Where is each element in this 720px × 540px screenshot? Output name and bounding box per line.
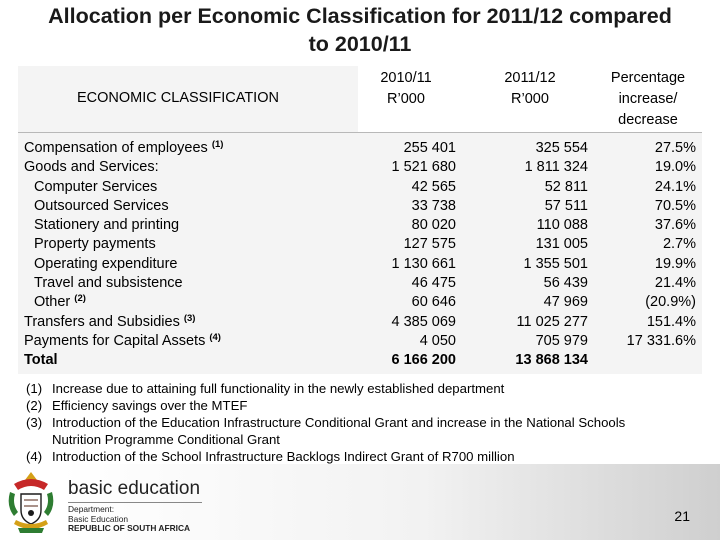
value-2011-12: 13 868 134 [515, 352, 588, 369]
footnote [26, 397, 625, 414]
footnote-number: (1) [26, 381, 43, 396]
header-2011-12-unit: R’000 [511, 91, 549, 107]
value-percentage: (20.9%) [645, 294, 696, 311]
header-percentage-line-2: increase/ [618, 91, 678, 107]
header-percentage-line-3: decrease [618, 112, 678, 128]
footnote-number: (3) [26, 415, 43, 430]
footnote-ref: (1) [211, 139, 224, 150]
row-label: Compensation of employees [24, 140, 208, 156]
row-label-wrap [24, 293, 223, 312]
footnote-text: Nutrition Programme Conditional Grant [52, 432, 280, 447]
value-2011-12: 11 025 277 [516, 313, 588, 330]
footnote-ref: (4) [209, 331, 221, 343]
classification-column [24, 139, 223, 371]
department-block [68, 505, 190, 534]
value-2011-12: 110 088 [536, 217, 588, 234]
value-percentage: 27.5% [654, 140, 696, 156]
footnote [26, 414, 625, 431]
footnote-text: Increase due to attaining full functionality in the newly established department [52, 381, 505, 396]
footnote-ref: (3) [183, 312, 196, 324]
value-2011-12: 131 005 [535, 236, 588, 253]
allocation-table [18, 66, 702, 374]
value-2011-12: 57 511 [544, 197, 588, 214]
footnote-number: (4) [26, 449, 43, 464]
value-2010-11: 46 475 [411, 275, 456, 292]
value-percentage: 70.5% [654, 197, 696, 214]
value-2010-11: 1 130 661 [391, 255, 456, 272]
value-2010-11: 60 646 [411, 294, 456, 311]
header-percentage-line-1: Percentage [610, 70, 686, 86]
slide-title-line-1: Allocation per Economic Classification for 2011/12 compared [48, 4, 672, 28]
value-2010-11: 4 050 [419, 332, 456, 349]
footnote-text: Efficiency savings over the MTEF [52, 398, 248, 413]
row-label-wrap [24, 313, 223, 332]
value-percentage: 17 331.6% [626, 332, 696, 349]
row-label: Property payments [34, 236, 156, 253]
footnote-ref: (2) [74, 293, 86, 305]
value-2010-11: 80 020 [411, 217, 456, 234]
footnote [26, 431, 625, 448]
value-2010-11: 42 565 [411, 178, 456, 195]
dept-label: Department: [68, 504, 115, 514]
value-2011-12: 47 969 [543, 294, 588, 311]
value-2011-12: 52 811 [544, 178, 588, 195]
header-2011-12-year: 2011/12 [504, 70, 556, 86]
value-2011-12: 1 811 324 [524, 159, 588, 176]
value-2010-11: 6 166 200 [391, 352, 456, 369]
coat-of-arms-icon [4, 470, 58, 536]
row-label-wrap [24, 332, 223, 351]
row-label-wrap [24, 139, 223, 158]
value-2010-11: 4 385 069 [391, 313, 456, 330]
value-percentage: 2.7% [662, 236, 696, 253]
footnote-text: Introduction of the Education Infrastructure Conditional Grant and increase in the National Schools [52, 415, 626, 430]
column-2011-12 [484, 139, 588, 371]
page-number: 21 [674, 508, 690, 524]
value-percentage: 151.4% [646, 313, 696, 330]
row-label: Transfers and Subsidies [24, 313, 180, 330]
dept-name: Basic Education [68, 513, 129, 524]
header-2010-11 [358, 68, 454, 110]
column-percentage [598, 139, 696, 371]
row-label: Stationery and printing [34, 217, 180, 234]
row-label: Payments for Capital Assets [24, 332, 206, 349]
brand-name: basic education [68, 478, 201, 499]
value-percentage: 37.6% [654, 217, 696, 234]
row-label: Goods and Services: [24, 159, 159, 176]
slide-title-line-2: to 2010/11 [308, 32, 412, 56]
header-divider [18, 132, 702, 133]
slide-title [0, 2, 720, 58]
row-label: Total [24, 352, 58, 369]
value-percentage: 19.0% [654, 159, 696, 176]
footnote [26, 448, 625, 465]
row-label: Operating expenditure [34, 255, 178, 272]
value-2011-12: 1 355 501 [523, 255, 588, 272]
row-label: Computer Services [34, 178, 158, 195]
value-percentage: 24.1% [654, 178, 696, 195]
value-percentage [598, 351, 696, 370]
value-2010-11: 127 575 [403, 236, 456, 253]
row-label: Other [34, 294, 71, 311]
value-2011-12: 325 554 [535, 140, 588, 156]
row-label: Outsourced Services [34, 197, 169, 214]
country-name: REPUBLIC OF SOUTH AFRICA [68, 523, 191, 534]
footnote [26, 380, 625, 397]
header-2010-11-unit: R’000 [387, 91, 425, 107]
value-2010-11: 1 521 680 [391, 159, 456, 176]
header-2010-11-year: 2010/11 [380, 70, 432, 86]
value-2010-11: 255 401 [403, 140, 456, 156]
footnotes [26, 380, 625, 465]
value-2011-12: 56 439 [543, 275, 588, 292]
header-percentage [594, 68, 702, 131]
header-classification: ECONOMIC CLASSIFICATION [77, 90, 279, 106]
header-2011-12 [482, 68, 578, 110]
row-label: Travel and subsistence [34, 275, 183, 292]
value-percentage: 21.4% [654, 275, 696, 292]
brand-underline [68, 502, 202, 503]
footnote-text: Introduction of the School Infrastructure Backlogs Indirect Grant of R700 million [52, 449, 515, 464]
value-2010-11: 33 738 [411, 197, 456, 214]
footnote-number: (2) [26, 398, 43, 413]
footer [0, 464, 720, 540]
column-2010-11 [364, 139, 456, 371]
value-2011-12: 705 979 [535, 332, 588, 349]
value-percentage: 19.9% [654, 255, 696, 272]
